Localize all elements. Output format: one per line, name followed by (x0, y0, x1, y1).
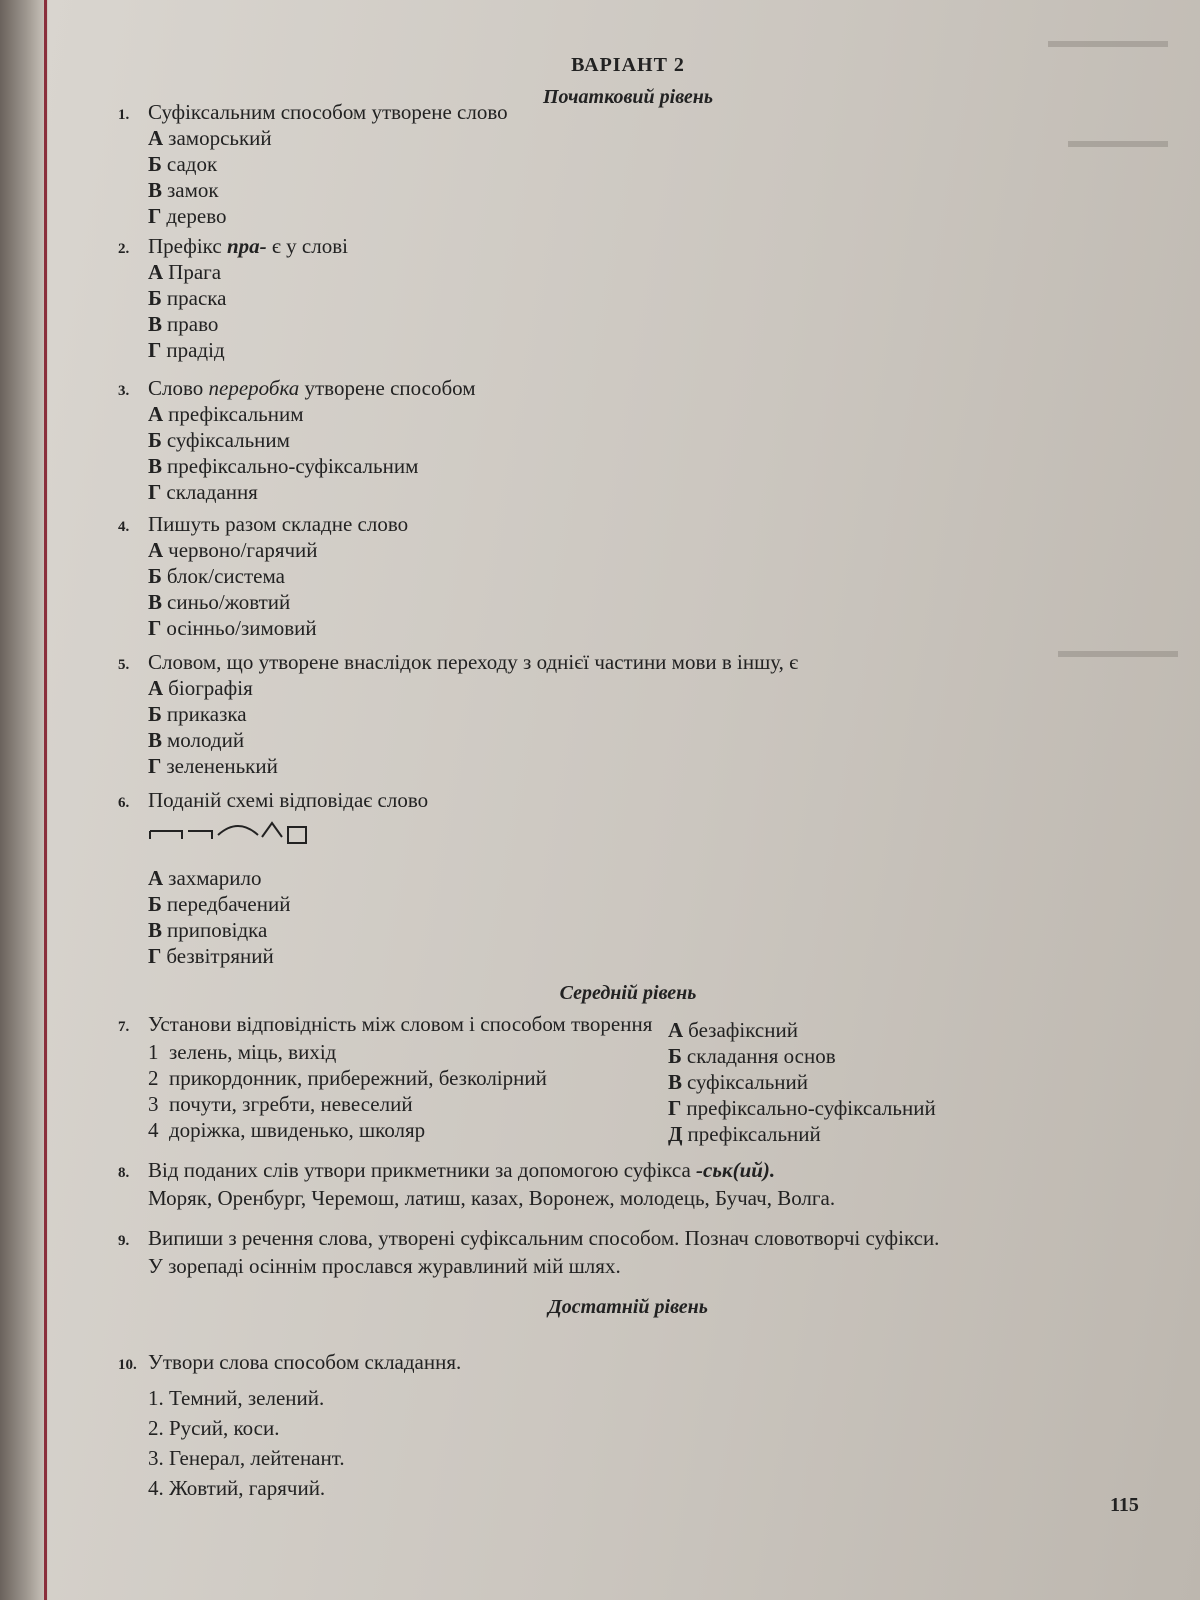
question-number: 3. (118, 383, 130, 399)
option: В замок (148, 178, 219, 202)
list-item: 3. Генерал, лейтенант. (148, 1446, 345, 1470)
question-number: 5. (118, 657, 130, 673)
option: А червоно/гарячий (148, 538, 318, 562)
option: В право (148, 312, 219, 336)
options-list (148, 675, 798, 779)
question-7 (118, 1012, 936, 1147)
option: Г зелененький (148, 754, 278, 778)
page-number: 115 (1110, 1494, 1139, 1516)
question-4 (118, 512, 408, 641)
question-text: Утвори слова способом складання. (148, 1350, 462, 1374)
option: Г безвітряний (148, 944, 274, 968)
page-title: ВАРІАНТ 2 (571, 54, 685, 76)
option: А захмарило (148, 866, 262, 890)
option: А біографія (148, 676, 253, 700)
match-item: 2 прикордонник, прибережний, безколірний (148, 1066, 547, 1090)
option: А Прага (148, 260, 222, 284)
question-9 (118, 1226, 939, 1281)
options-list (148, 401, 476, 505)
level-heading-initial: Початковий рівень (542, 86, 714, 108)
word-structure-schema (148, 819, 428, 857)
bleed-through: ▬▬▬▬▬ (1068, 130, 1168, 152)
level-heading-middle: Середній рівень (559, 982, 697, 1004)
word-list: Моряк, Оренбург, Черемош, латиш, казах, Воронеж, молодець, Бучач, Волга. (148, 1186, 836, 1210)
list-item: 4. Жовтий, гарячий. (148, 1476, 326, 1500)
option: А заморський (148, 126, 272, 150)
options-list (148, 259, 348, 363)
question-text: Пишуть разом складне слово (148, 512, 409, 536)
match-option: В суфіксальний (668, 1070, 809, 1094)
match-option: Г префіксально-суфіксальний (668, 1096, 936, 1120)
option: Б передбачений (148, 892, 291, 916)
match-option: А безафіксний (668, 1018, 798, 1042)
option: В префіксально-суфіксальним (148, 454, 419, 478)
question-2 (118, 234, 348, 363)
question-number: 6. (118, 795, 130, 811)
question-text: Слово переробка утворене способом (148, 376, 476, 400)
option: Б приказка (148, 702, 247, 726)
bleed-through: ▬▬▬▬▬▬ (1048, 30, 1168, 52)
option: Г осінньо/зимовий (148, 616, 317, 640)
page (48, 0, 1200, 1600)
options-list (148, 125, 508, 229)
bleed-through: ▬▬▬▬▬▬ (1058, 640, 1178, 662)
option: В синьо/жовтий (148, 590, 291, 614)
question-number: 8. (118, 1165, 130, 1181)
option: А префіксальним (148, 402, 304, 426)
question-1 (118, 100, 508, 229)
option: Б праска (148, 286, 227, 310)
option: В приповідка (148, 918, 268, 942)
level-heading-sufficient: Достатній рівень (548, 1296, 708, 1318)
question-number: 10. (118, 1357, 137, 1373)
example-sentence: У зорепаді осіннім прослався журавлиний мій шлях. (148, 1254, 621, 1278)
options-list (148, 865, 428, 969)
match-option: Б складання основ (668, 1044, 836, 1068)
options-list (148, 537, 408, 641)
question-text: Префікс пра- є у слові (148, 234, 348, 258)
question-text: Випиши з речення слова, утворені суфіксальним способом. Познач словотворчі суфікси. (148, 1226, 940, 1250)
match-item: 1 зелень, міць, вихід (148, 1040, 337, 1064)
option: Г складання (148, 480, 258, 504)
question-number: 7. (118, 1019, 130, 1035)
question-text: Установи відповідність між словом і способом творення (148, 1012, 653, 1036)
book-spine (0, 0, 48, 1600)
question-10 (118, 1350, 461, 1503)
question-number: 1. (118, 107, 130, 123)
list-item: 2. Русий, коси. (148, 1416, 280, 1440)
match-item: 3 почути, згребти, невеселий (148, 1092, 413, 1116)
option: Б садок (148, 152, 218, 176)
match-item: 4 доріжка, швиденько, школяр (148, 1118, 426, 1142)
list-item: 1. Темний, зелений. (148, 1386, 325, 1410)
match-option: Д префіксальний (668, 1122, 821, 1146)
spine-edge (44, 0, 47, 1600)
morpheme-schema-icon (148, 819, 318, 851)
question-text: Поданій схемі відповідає слово (148, 788, 429, 812)
question-number: 9. (118, 1233, 130, 1249)
question-text: Від поданих слів утвори прикметники за допомогою суфікса -ськ(ий). (148, 1158, 776, 1182)
question-text: Суфіксальним способом утворене слово (148, 100, 508, 124)
question-number: 2. (118, 241, 130, 257)
option: Г прадід (148, 338, 225, 362)
option: В молодий (148, 728, 245, 752)
option: Г дерево (148, 204, 227, 228)
option: Б блок/система (148, 564, 285, 588)
question-3 (118, 376, 476, 505)
question-6 (118, 788, 428, 969)
matching-methods (668, 1017, 936, 1147)
question-number: 4. (118, 519, 130, 535)
worksheet (118, 0, 1138, 1600)
option: Б суфіксальним (148, 428, 290, 452)
question-8 (118, 1158, 835, 1213)
question-5 (118, 650, 798, 779)
matching-words (148, 1039, 668, 1147)
question-text: Словом, що утворене внаслідок переходу з однієї частини мови в іншу, є (148, 650, 799, 674)
